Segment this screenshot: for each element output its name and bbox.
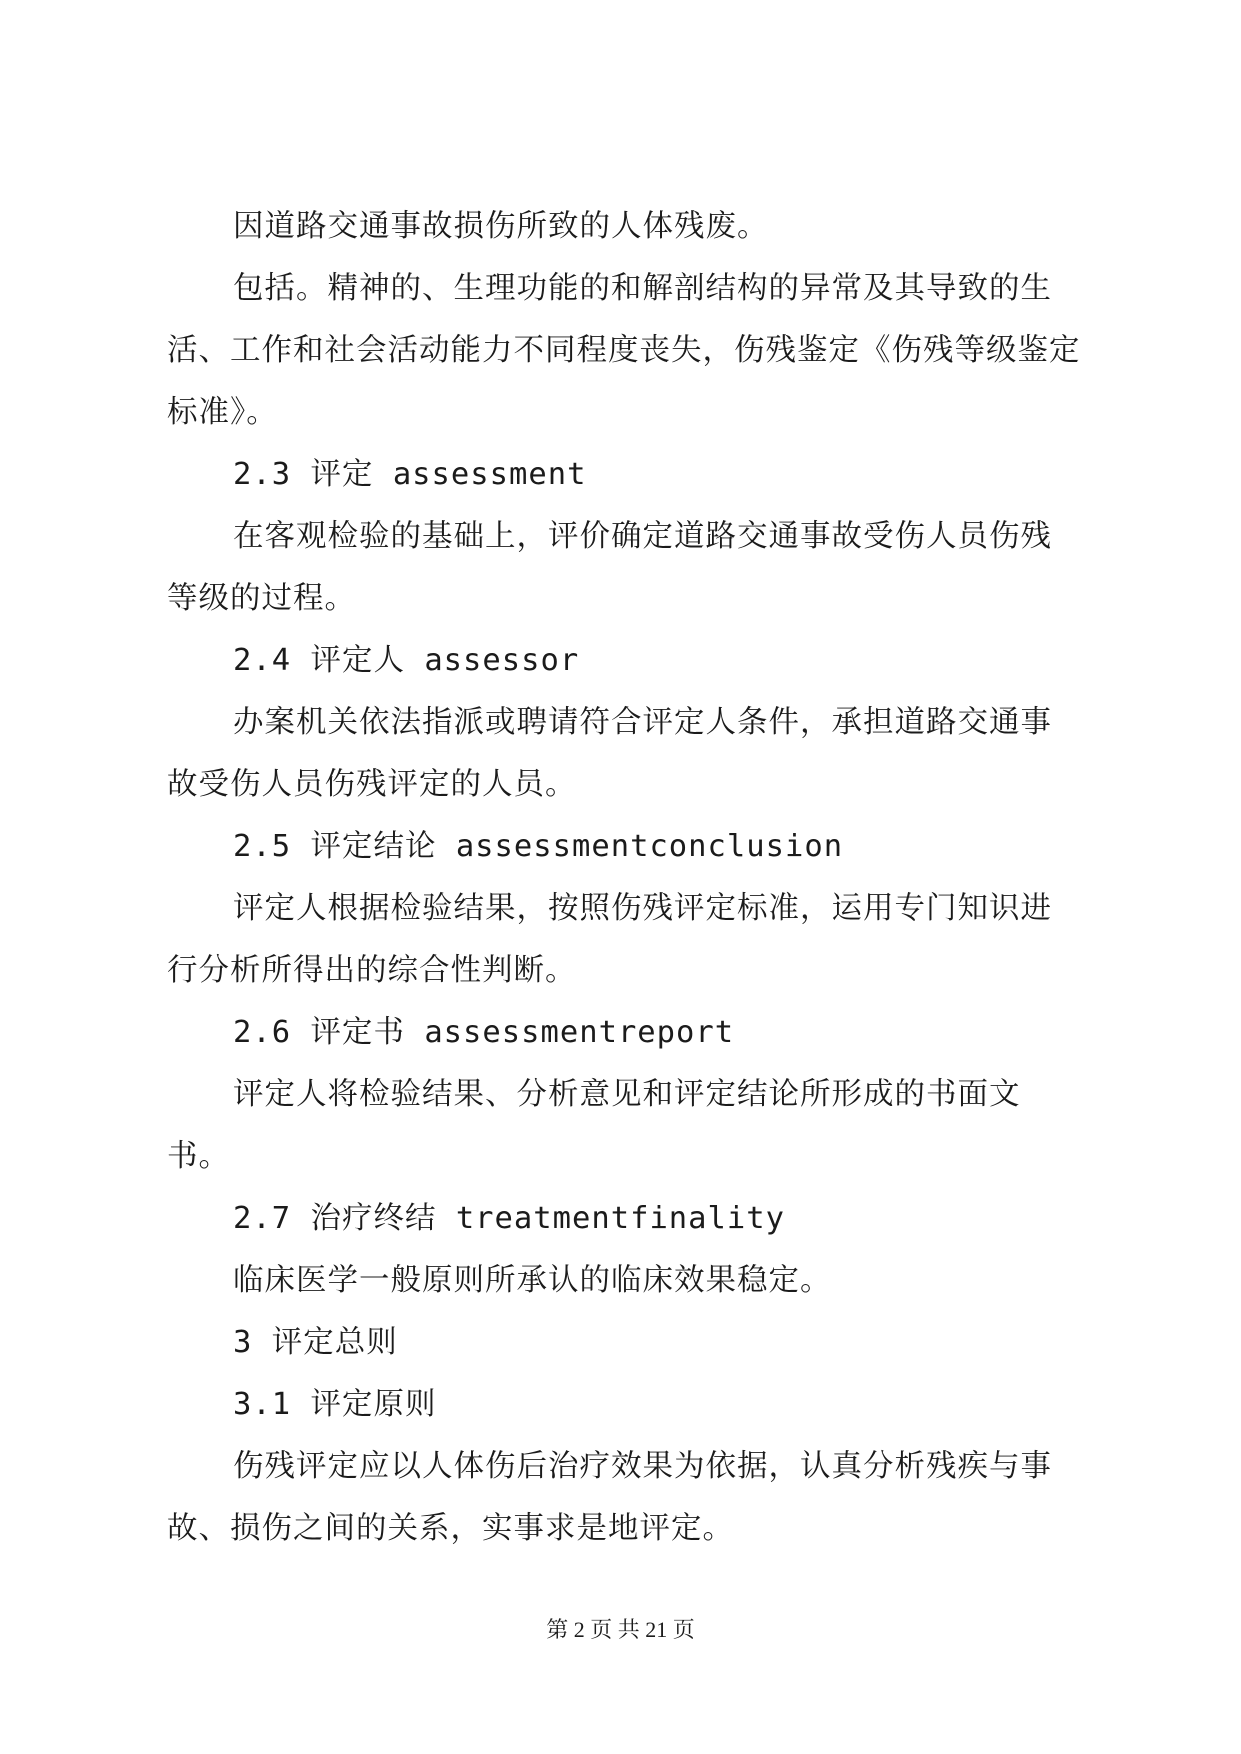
- paragraph: 因道路交通事故损伤所致的人体残废。: [233, 209, 769, 244]
- body-text: [167, 196, 1082, 1560]
- paragraph: 评定人根据检验结果，按照伤残评定标准，运用专门知识进行分析所得出的综合性判断。: [167, 891, 1052, 988]
- paragraph: 办案机关依法指派或聘请符合评定人条件，承担道路交通事故受伤人员伤残评定的人员。: [167, 705, 1052, 802]
- section-heading: 3 评定总则: [233, 1325, 398, 1360]
- paragraph: 伤残评定应以人体伤后治疗效果为依据，认真分析残疾与事故、损伤之间的关系，实事求是地评定。: [167, 1449, 1052, 1546]
- section-heading: 2.5 评定结论 assessmentconclusion: [233, 829, 844, 864]
- section-heading: 2.3 评定 assessment: [233, 457, 587, 492]
- section-heading: 2.4 评定人 assessor: [233, 643, 580, 678]
- paragraph: 临床医学一般原则所承认的临床效果稳定。: [233, 1263, 832, 1298]
- section-heading: 2.7 治疗终结 treatmentfinality: [233, 1201, 785, 1236]
- page-footer: 第 2 页 共 21 页: [546, 1617, 695, 1642]
- section-heading: 2.6 评定书 assessmentreport: [233, 1015, 735, 1050]
- paragraph: 在客观检验的基础上，评价确定道路交通事故受伤人员伤残等级的过程。: [167, 519, 1052, 616]
- paragraph: 评定人将检验结果、分析意见和评定结论所形成的书面文书。: [167, 1077, 1021, 1174]
- paragraph: 包括。精神的、生理功能的和解剖结构的异常及其导致的生活、工作和社会活动能力不同程度丧失，伤残鉴定《伤残等级鉴定标准》。: [167, 271, 1081, 430]
- section-heading: 3.1 评定原则: [233, 1387, 437, 1422]
